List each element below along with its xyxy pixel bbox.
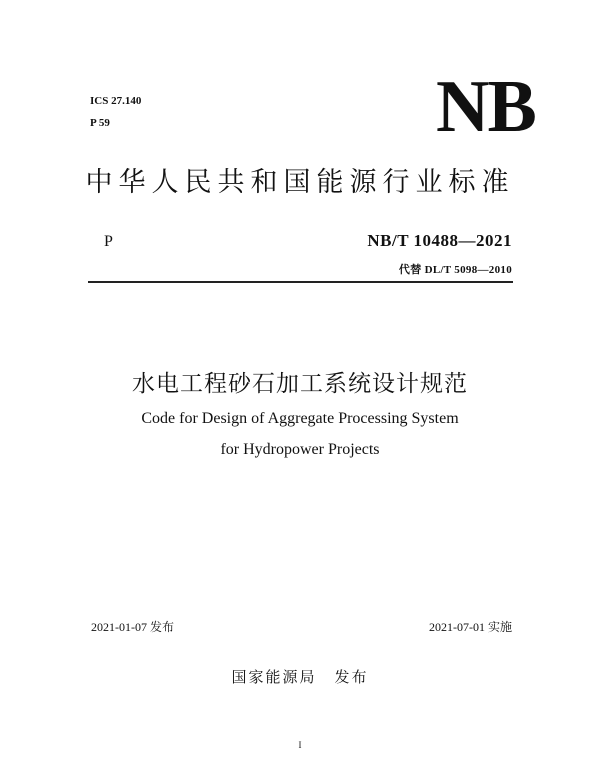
classification-code: P [104,233,113,250]
ics-code: ICS 27.140 [90,95,142,107]
authority-heading: 中华人民共和国能源行业标准 [85,167,515,198]
title-english-line1: Code for Design of Aggregate Processing System [141,410,459,427]
page-number: I [298,740,302,750]
ics-block [90,94,141,138]
issuer [0,666,600,687]
issue-date: 2021-01-07 发布 [91,620,174,634]
nb-logo: NB [436,66,535,148]
implementation-date: 2021-07-01 实施 [429,620,512,634]
title-chinese: 水电工程砂石加工系统设计规范 [132,371,468,397]
issuer-action: 发布 [334,668,369,686]
header-divider [88,281,513,283]
issuer-org: 国家能源局 [231,668,317,686]
title-english-line2: for Hydropower Projects [220,441,380,458]
standard-number: NB/T 10488—2021 [367,231,512,250]
replaces-note: 代替 DL/T 5098—2010 [398,264,512,276]
category-code: P 59 [90,117,110,129]
